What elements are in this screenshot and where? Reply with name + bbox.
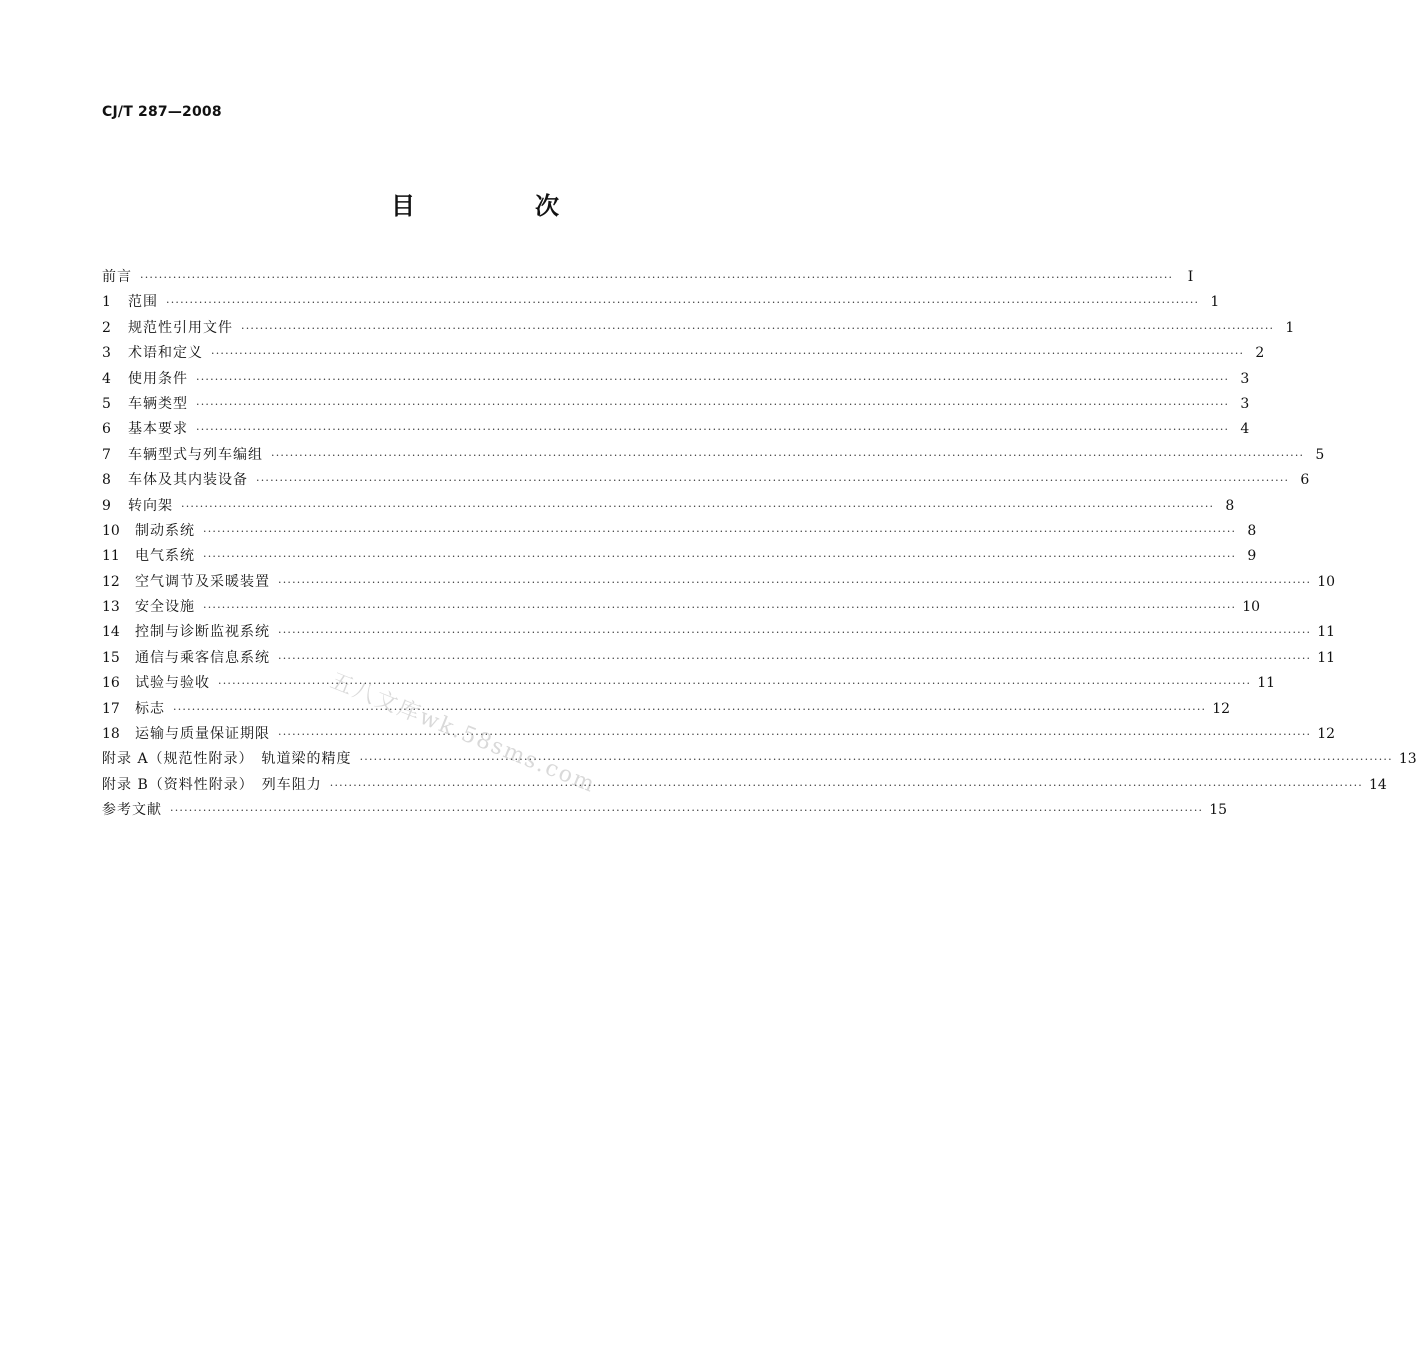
toc-entry-page: 8 — [1225, 497, 1235, 514]
toc-entry[interactable] — [102, 468, 1310, 493]
toc-entry-label: 转向架 — [128, 497, 173, 514]
toc-entry-number: 1 — [102, 294, 111, 311]
toc-leader-dots: ···························································································································································································································· — [329, 778, 1363, 792]
toc-entry-number: 11 — [102, 548, 120, 565]
toc-entry-label: 制动系统 — [135, 522, 195, 539]
toc-entry-label: 基本要求 — [128, 421, 188, 438]
toc-leader-dots: ···························································································································································································································· — [196, 397, 1230, 411]
toc-entry-label: 电气系统 — [135, 548, 195, 565]
toc-entry-label: 附录 B（资料性附录） 列车阻力 — [102, 776, 322, 793]
toc-entry[interactable] — [102, 620, 1336, 645]
toc-entry[interactable] — [102, 747, 1417, 772]
toc-entry-page: 5 — [1315, 446, 1325, 463]
toc-entry-number: 4 — [102, 370, 111, 387]
toc-entry[interactable] — [102, 544, 1257, 569]
toc-entry[interactable] — [102, 316, 1295, 341]
toc-leader-dots: ···························································································································································································································· — [359, 753, 1393, 767]
toc-leader-dots: ···························································································································································································································· — [140, 271, 1174, 284]
toc-entry-label: 车辆类型 — [128, 395, 188, 412]
toc-leader-dots: ···························································································································································································································· — [241, 321, 1275, 335]
toc-entry-label: 使用条件 — [128, 370, 188, 387]
toc-entry-number: 5 — [102, 395, 111, 412]
page-title: 目 次 — [391, 192, 607, 220]
toc-entry[interactable] — [102, 570, 1336, 595]
toc-entry-label: 标志 — [135, 700, 165, 717]
toc-entry-number: 15 — [102, 649, 120, 666]
toc-entry-number: 12 — [102, 573, 120, 590]
toc-leader-dots: ···························································································································································································································· — [170, 804, 1204, 818]
toc-entry-page: 13 — [1398, 751, 1417, 768]
toc-leader-dots: ···························································································································································································································· — [196, 372, 1230, 386]
toc-leader-dots: ···························································································································································································································· — [278, 728, 1312, 742]
toc-entry-label: 安全设施 — [135, 599, 195, 616]
toc-entry-page: 1 — [1285, 319, 1295, 336]
toc-entry-number: 2 — [102, 319, 111, 336]
toc-entry[interactable] — [102, 494, 1235, 519]
toc-entry[interactable] — [102, 798, 1228, 823]
toc-entry[interactable] — [102, 443, 1325, 468]
toc-entry-number: 6 — [102, 421, 111, 438]
toc-entry-page: 12 — [1317, 726, 1336, 743]
toc-entry-page: 6 — [1300, 472, 1310, 489]
toc-entry-page: 9 — [1247, 548, 1257, 565]
toc-entry-label: 前言 — [102, 269, 132, 285]
toc-leader-dots: ···························································································································································································································· — [211, 347, 1245, 361]
toc-entry-label: 附录 A（规范性附录） 轨道梁的精度 — [102, 751, 352, 768]
toc-leader-dots: ···························································································································································································································· — [218, 677, 1252, 691]
toc-entry[interactable] — [102, 773, 1387, 798]
toc-leader-dots: ···························································································································································································································· — [278, 626, 1312, 640]
toc-entry[interactable] — [102, 341, 1265, 366]
toc-entry[interactable] — [102, 290, 1220, 315]
toc-entry-number: 7 — [102, 446, 111, 463]
toc-entry-number: 3 — [102, 345, 111, 362]
toc-entry-number: 8 — [102, 472, 111, 489]
toc-entry-page: 3 — [1240, 395, 1250, 412]
toc-entry[interactable] — [102, 646, 1336, 671]
toc-entry[interactable] — [102, 367, 1250, 392]
toc-entry-page: 15 — [1209, 802, 1228, 819]
toc-entry-number: 17 — [102, 700, 120, 717]
toc-entry[interactable] — [102, 519, 1257, 544]
toc-entry-page: 1 — [1210, 294, 1220, 311]
toc-entry-label: 范围 — [128, 294, 158, 311]
toc-entry-number: 16 — [102, 675, 120, 692]
toc-entry-label: 空气调节及采暖装置 — [135, 573, 270, 590]
toc-entry-label: 术语和定义 — [128, 345, 203, 362]
toc-entry[interactable] — [102, 595, 1261, 620]
toc-entry-number: 13 — [102, 599, 120, 616]
toc-entry-page: 2 — [1255, 345, 1265, 362]
toc-entry-number: 10 — [102, 522, 120, 539]
toc-leader-dots: ···························································································································································································································· — [256, 474, 1290, 488]
toc-entry[interactable] — [102, 417, 1250, 442]
toc-leader-dots: ···························································································································································································································· — [203, 601, 1237, 615]
toc-entry-page: 3 — [1240, 370, 1250, 387]
toc-entry-page: 10 — [1242, 599, 1261, 616]
toc-leader-dots: ···························································································································································································································· — [173, 702, 1207, 716]
toc-entry[interactable] — [102, 671, 1276, 696]
toc-entry-page: 11 — [1317, 624, 1336, 641]
toc-entry-label: 通信与乘客信息系统 — [135, 649, 270, 666]
toc-entry-label: 运输与质量保证期限 — [135, 726, 270, 743]
toc-entry-label: 规范性引用文件 — [128, 319, 233, 336]
watermark: 五八文库wk.58sms.com — [326, 668, 600, 799]
toc-leader-dots: ···························································································································································································································· — [271, 448, 1305, 462]
toc-entry[interactable] — [102, 722, 1336, 747]
standard-code: CJ/T 287—2008 — [102, 104, 222, 120]
toc-entry-number: 9 — [102, 497, 111, 514]
toc-leader-dots: ···························································································································································································································· — [278, 651, 1312, 665]
toc-entry-page: 4 — [1240, 421, 1250, 438]
toc-entry-page: 14 — [1369, 776, 1387, 793]
toc-entry-page: I — [1187, 269, 1194, 285]
toc-leader-dots: ···························································································································································································································· — [203, 524, 1237, 538]
toc-entry-label: 车辆型式与列车编组 — [128, 446, 263, 463]
toc-entry-page: 11 — [1317, 649, 1336, 666]
table-of-contents — [102, 265, 1417, 824]
toc-leader-dots: ···························································································································································································································· — [181, 499, 1215, 513]
toc-leader-dots: ···························································································································································································································· — [278, 575, 1312, 589]
toc-entry-label: 参考文献 — [102, 802, 162, 819]
toc-entry-page: 11 — [1257, 675, 1276, 692]
toc-entry[interactable] — [102, 265, 1194, 290]
toc-entry-label: 试验与验收 — [135, 675, 210, 692]
toc-entry-page: 12 — [1212, 700, 1231, 717]
toc-entry-page: 10 — [1317, 573, 1336, 590]
toc-entry[interactable] — [102, 697, 1231, 722]
toc-entry-label: 控制与诊断监视系统 — [135, 624, 270, 641]
toc-entry-page: 8 — [1247, 522, 1257, 539]
toc-leader-dots: ···························································································································································································································· — [203, 550, 1237, 564]
toc-entry-label: 车体及其内装设备 — [128, 472, 248, 489]
toc-entry-number: 18 — [102, 726, 120, 743]
toc-leader-dots: ···························································································································································································································· — [166, 296, 1200, 310]
toc-entry[interactable] — [102, 392, 1250, 417]
toc-leader-dots: ···························································································································································································································· — [196, 423, 1230, 437]
toc-entry-number: 14 — [102, 624, 120, 641]
